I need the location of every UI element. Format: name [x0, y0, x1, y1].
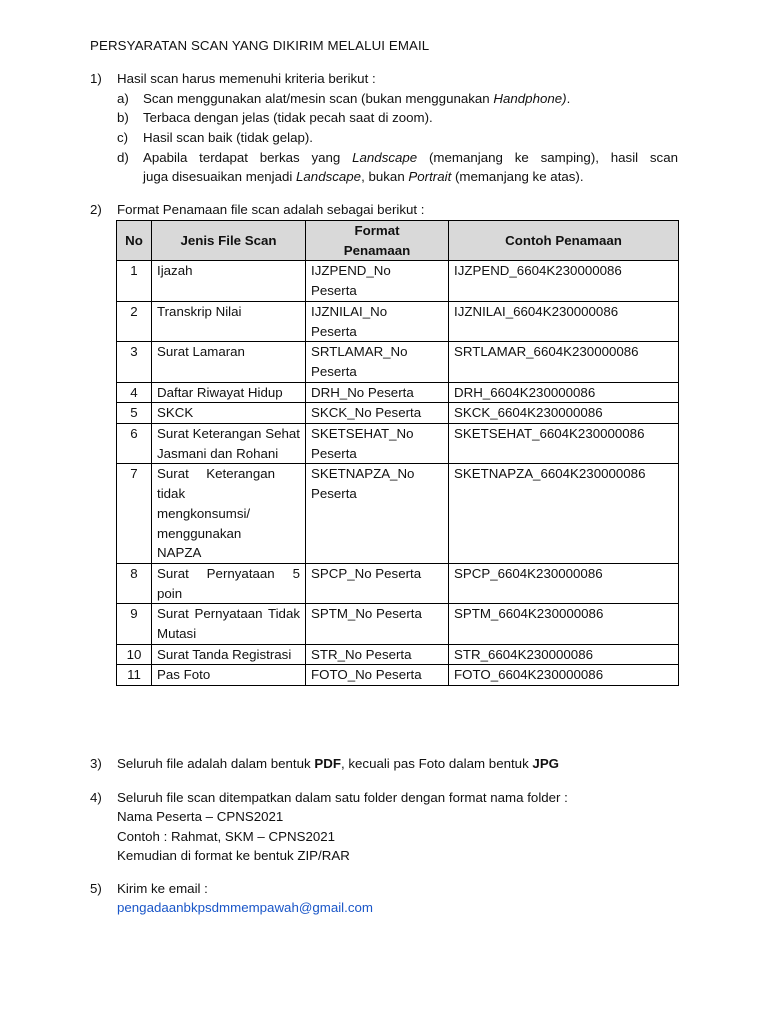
item-2-number: 2): [90, 202, 102, 217]
item-4-line2: Nama Peserta – CPNS2021: [117, 809, 284, 824]
cell-no: 2: [117, 301, 152, 341]
cell-no: 3: [117, 342, 152, 382]
cell-jenis: SKCK: [152, 403, 306, 424]
table-row: [117, 301, 679, 341]
item-1d-letter: d): [117, 150, 129, 165]
cell-format: SKETNAPZA_No Peserta: [306, 464, 449, 564]
cell-jenis: Surat Tanda Registrasi: [152, 644, 306, 665]
table-row: [117, 382, 679, 403]
email-link[interactable]: pengadaanbkpsdmmempawah@gmail.com: [117, 900, 373, 915]
cell-format: STR_No Peserta: [306, 644, 449, 665]
item-4-line3: Contoh : Rahmat, SKM – CPNS2021: [117, 829, 336, 844]
cell-jenis: Surat Pernyataan Tidak Mutasi: [152, 604, 306, 644]
header-no: No: [117, 221, 152, 261]
table-row: [117, 464, 679, 564]
table-row: [117, 604, 679, 644]
cell-contoh: SKETNAPZA_6604K230000086: [449, 464, 679, 564]
cell-contoh: IJZPEND_6604K230000086: [449, 261, 679, 301]
cell-no: 9: [117, 604, 152, 644]
cell-no: 6: [117, 424, 152, 464]
table-row: [117, 563, 679, 603]
item-4-line4: Kemudian di format ke bentuk ZIP/RAR: [117, 848, 350, 863]
cell-format: FOTO_No Peserta: [306, 665, 449, 686]
item-5-number: 5): [90, 881, 102, 896]
cell-format: SRTLAMAR_No Peserta: [306, 342, 449, 382]
cell-format: IJZPEND_No Peserta: [306, 261, 449, 301]
cell-no: 4: [117, 382, 152, 403]
item-2-text: Format Penamaan file scan adalah sebagai berikut :: [117, 202, 425, 217]
cell-contoh: IJZNILAI_6604K230000086: [449, 301, 679, 341]
table-row: [117, 644, 679, 665]
cell-jenis: Pas Foto: [152, 665, 306, 686]
cell-contoh: FOTO_6604K230000086: [449, 665, 679, 686]
cell-format: DRH_No Peserta: [306, 382, 449, 403]
table-row: [117, 342, 679, 382]
table-row: [117, 261, 679, 301]
cell-jenis: Transkrip Nilai: [152, 301, 306, 341]
table-row: [117, 665, 679, 686]
cell-jenis: Daftar Riwayat Hidup: [152, 382, 306, 403]
item-1d-text-line1: Apabila terdapat berkas yang Landscape (memanjang ke samping), hasil scan: [143, 150, 678, 165]
cell-format: IJZNILAI_No Peserta: [306, 301, 449, 341]
cell-no: 5: [117, 403, 152, 424]
item-1a-letter: a): [117, 91, 129, 106]
cell-contoh: DRH_6604K230000086: [449, 382, 679, 403]
cell-format: SKETSEHAT_No Peserta: [306, 424, 449, 464]
item-1a-text: Scan menggunakan alat/mesin scan (bukan menggunakan Handphone).: [143, 91, 571, 106]
item-4-line1: Seluruh file scan ditempatkan dalam satu folder dengan format nama folder :: [117, 790, 568, 805]
cell-contoh: SKCK_6604K230000086: [449, 403, 679, 424]
cell-contoh: STR_6604K230000086: [449, 644, 679, 665]
item-5-text: Kirim ke email :: [117, 881, 208, 896]
header-format-penamaan: Format Penamaan: [306, 221, 449, 261]
cell-format: SPCP_No Peserta: [306, 563, 449, 603]
email-line: [117, 898, 678, 918]
table-header-row: [117, 221, 679, 261]
cell-format: SKCK_No Peserta: [306, 403, 449, 424]
item-1b-text: Terbaca dengan jelas (tidak pecah saat di zoom).: [143, 110, 433, 125]
cell-contoh: SRTLAMAR_6604K230000086: [449, 342, 679, 382]
cell-no: 1: [117, 261, 152, 301]
item-1d-text-line2: juga disesuaikan menjadi Landscape, bukan Portrait (memanjang ke atas).: [143, 169, 584, 184]
item-1b-letter: b): [117, 110, 129, 125]
item-4-number: 4): [90, 790, 102, 805]
cell-jenis: Surat Keterangan tidak mengkonsumsi/ menggunakan NAPZA: [152, 464, 306, 564]
cell-no: 7: [117, 464, 152, 564]
cell-contoh: SPTM_6604K230000086: [449, 604, 679, 644]
item-3-text: Seluruh file adalah dalam bentuk PDF, kecuali pas Foto dalam bentuk JPG: [117, 756, 560, 771]
cell-format: SPTM_No Peserta: [306, 604, 449, 644]
cell-contoh: SKETSEHAT_6604K230000086: [449, 424, 679, 464]
cell-jenis: Surat Pernyataan 5 poin: [152, 563, 306, 603]
table-row: [117, 424, 679, 464]
item-1-number: 1): [90, 71, 102, 86]
item-1c-text: Hasil scan baik (tidak gelap).: [143, 130, 313, 145]
header-jenis-file-scan: Jenis File Scan: [152, 221, 306, 261]
cell-no: 11: [117, 665, 152, 686]
page-title: PERSYARATAN SCAN YANG DIKIRIM MELALUI EMAIL: [90, 38, 430, 53]
item-1-text: Hasil scan harus memenuhi kriteria berikut :: [117, 71, 376, 86]
item-1c-letter: c): [117, 130, 129, 145]
item-3-number: 3): [90, 756, 102, 771]
cell-jenis: Surat Lamaran: [152, 342, 306, 382]
header-contoh-penamaan: Contoh Penamaan: [449, 221, 679, 261]
cell-no: 8: [117, 563, 152, 603]
cell-contoh: SPCP_6604K230000086: [449, 563, 679, 603]
cell-jenis: Surat Keterangan Sehat Jasmani dan Rohani: [152, 424, 306, 464]
file-naming-table: [116, 220, 679, 686]
cell-jenis: Ijazah: [152, 261, 306, 301]
table-row: [117, 403, 679, 424]
cell-no: 10: [117, 644, 152, 665]
